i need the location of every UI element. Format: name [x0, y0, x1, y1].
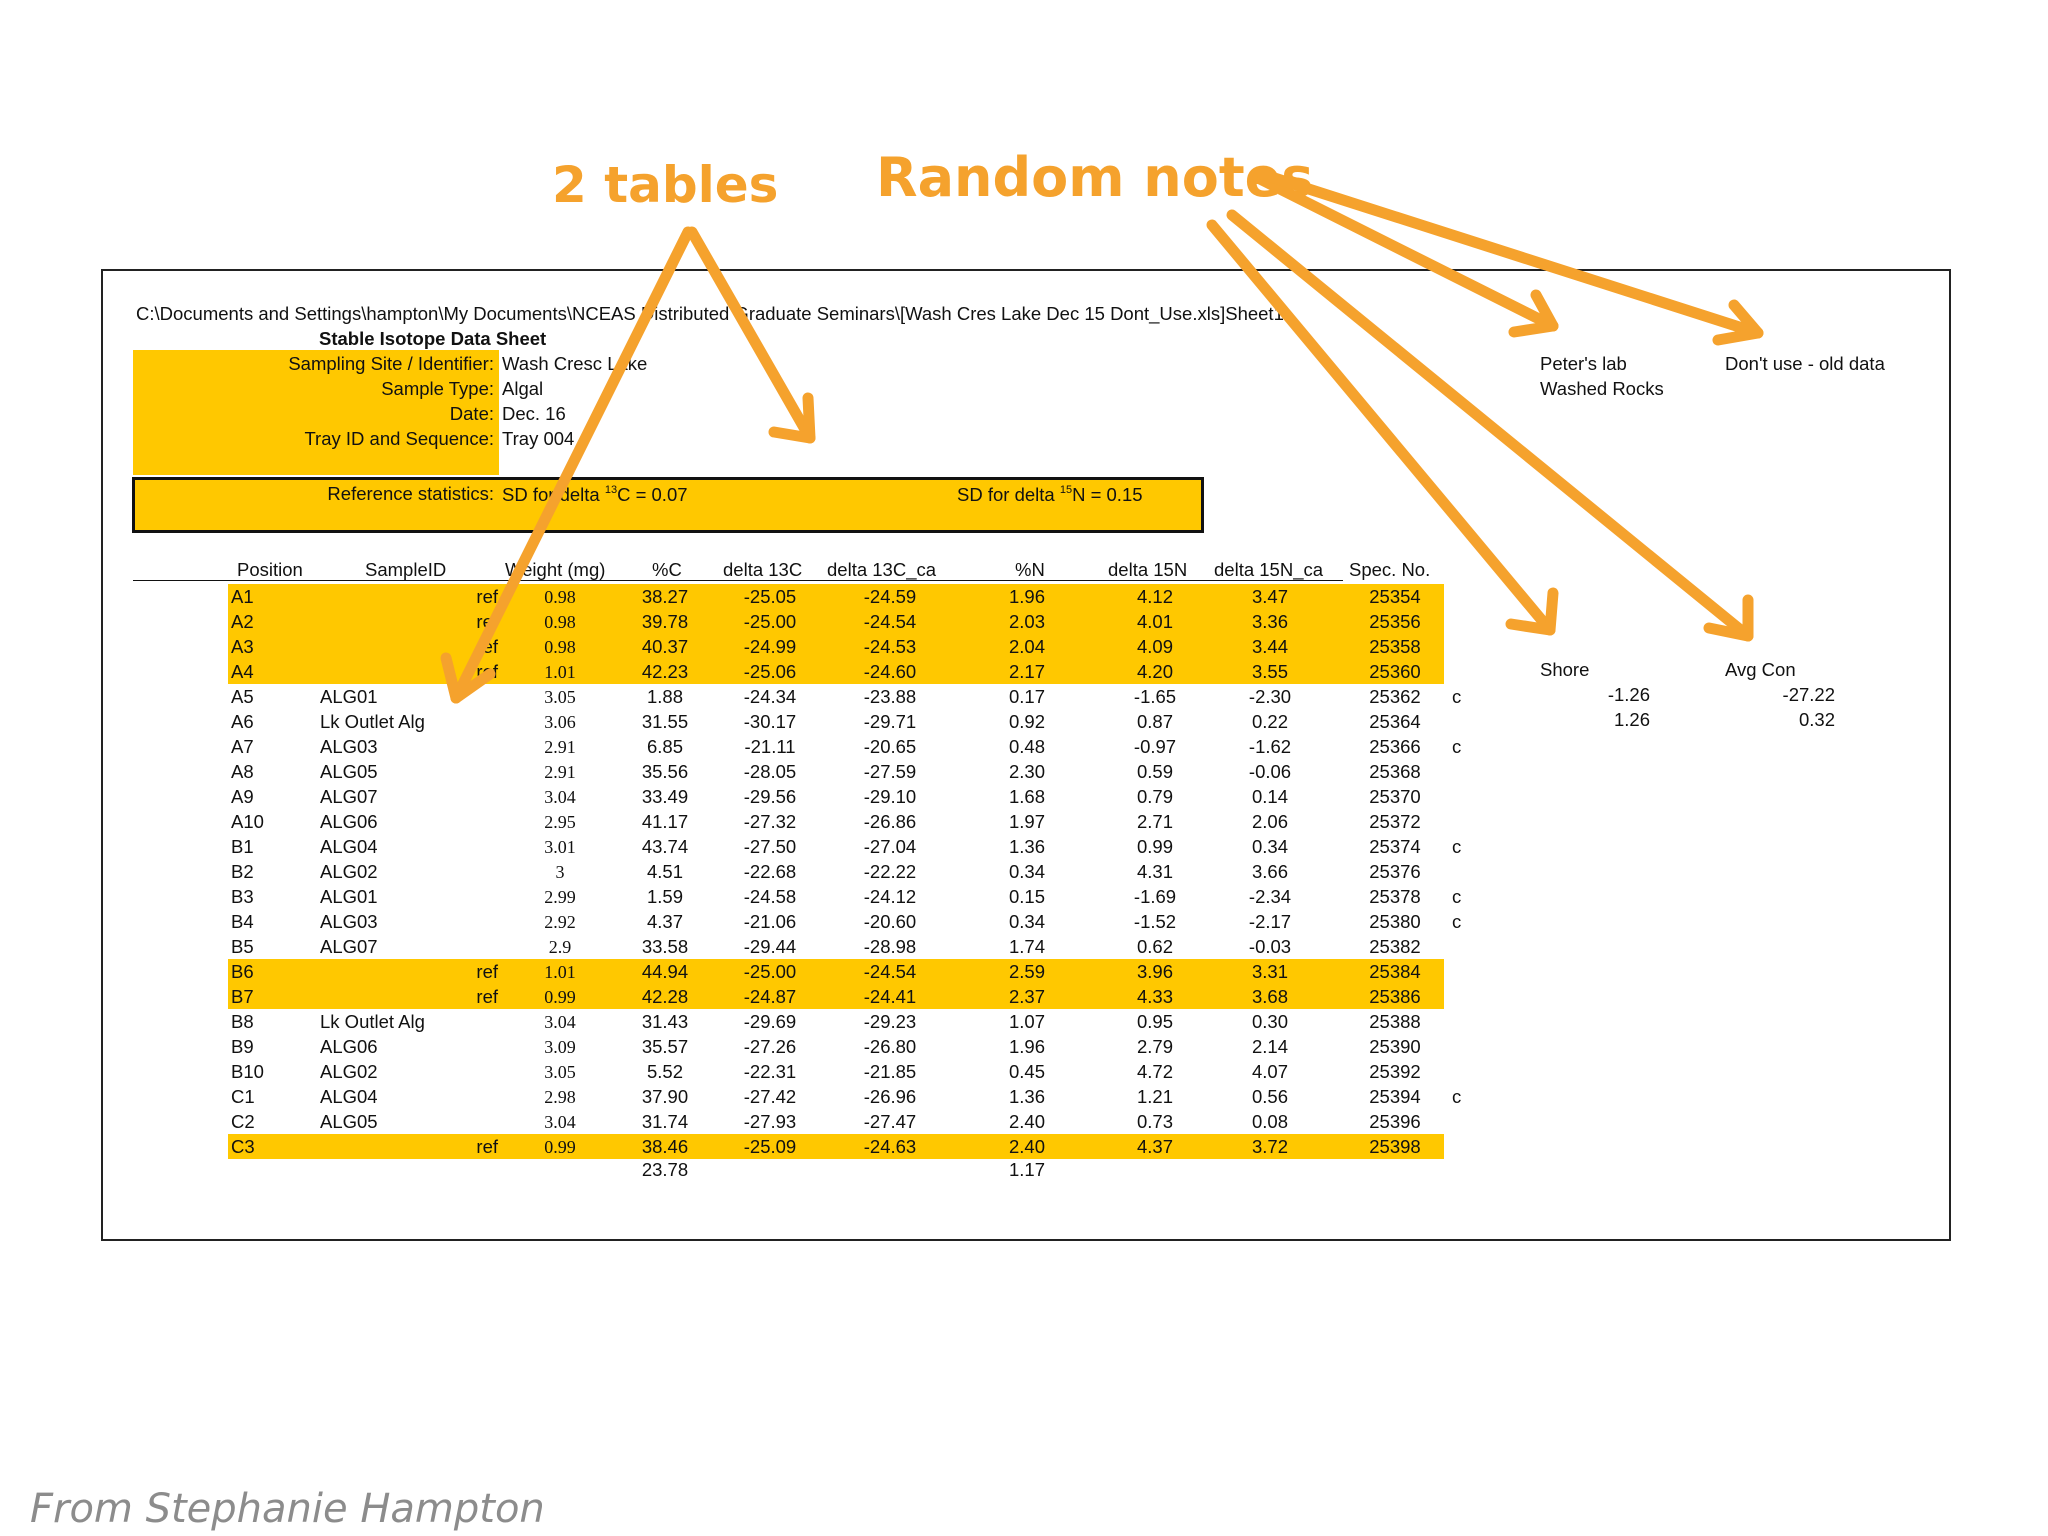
cell-pct-c: 35.56 [641, 761, 689, 782]
cell-position: A9 [231, 786, 254, 807]
cell-weight: 3.04 [544, 787, 576, 807]
cell-delta-15n: 2.71 [1136, 811, 1173, 832]
arrow-notes-to-dont-use [1262, 174, 1758, 340]
col-header-sampleid: SampleID [365, 559, 447, 580]
cell-delta-15n: 4.12 [1136, 586, 1173, 607]
cell-delta-13c-ca: -24.54 [863, 961, 917, 982]
cell-delta-13c-ca: -24.12 [863, 886, 917, 907]
cell-weight: 2.95 [544, 812, 576, 832]
cell-delta-15n: 0.79 [1136, 786, 1173, 807]
cell-sampleid: ALG04 [320, 836, 378, 857]
arrow-notes-to-avg-con [1232, 215, 1748, 636]
col-header-delta-15n-ca: delta 15N_ca [1214, 559, 1324, 580]
cell-delta-15n: 4.37 [1136, 1136, 1173, 1157]
cell-delta-13c: -24.99 [743, 636, 797, 657]
cell-delta-13c: -28.05 [743, 761, 797, 782]
cell-flag: c [1452, 686, 1462, 707]
cell-pct-c: 33.58 [641, 936, 689, 957]
cell-delta-13c: -24.58 [743, 886, 797, 907]
cell-delta-15n-ca: 3.47 [1251, 586, 1288, 607]
cell-delta-15n-ca: 3.31 [1251, 961, 1288, 982]
cell-weight: 0.99 [544, 987, 576, 1007]
cell-flag: c [1452, 886, 1462, 907]
sd-delta-15n: SD for delta $^{15}$N = 0.15 [957, 484, 1143, 505]
cell-delta-15n-ca: 3.68 [1251, 986, 1288, 1007]
cell-delta-13c-ca: -24.59 [863, 586, 917, 607]
note-avg-con-value-2: 0.32 [1798, 709, 1835, 730]
cell-pct-c: 31.74 [641, 1111, 689, 1132]
total-pct-n: 1.17 [1008, 1159, 1045, 1180]
col-header-spec-no: Spec. No. [1349, 559, 1431, 580]
cell-sampleid: ALG02 [320, 861, 378, 882]
cell-weight: 0.99 [544, 1137, 576, 1157]
cell-delta-15n-ca: 3.36 [1251, 611, 1288, 632]
cell-weight: 3.05 [544, 1062, 576, 1082]
cell-delta-13c-ca: -26.80 [863, 1036, 917, 1057]
meta-label-type: Sample Type: [381, 378, 494, 399]
note-avg-con-label: Avg Con [1725, 659, 1796, 680]
col-header-delta-13c-ca: delta 13C_ca [827, 559, 937, 580]
cell-delta-15n: 1.21 [1136, 1086, 1173, 1107]
cell-spec-no: 25364 [1369, 711, 1421, 732]
cell-delta-15n: -0.97 [1133, 736, 1177, 757]
cell-sampleid: ALG06 [320, 1036, 378, 1057]
cell-delta-15n-ca: 3.72 [1251, 1136, 1288, 1157]
cell-weight: 3.05 [544, 687, 576, 707]
cell-delta-15n: 3.96 [1136, 961, 1173, 982]
meta-value-site: Wash Cresc Lake [502, 353, 648, 374]
cell-delta-15n: 0.99 [1136, 836, 1173, 857]
cell-pct-c: 40.37 [641, 636, 689, 657]
cell-pct-n: 2.40 [1008, 1136, 1045, 1157]
cell-pct-c: 33.49 [641, 786, 689, 807]
cell-spec-no: 25388 [1369, 1011, 1421, 1032]
cell-delta-15n-ca: 0.30 [1251, 1011, 1288, 1032]
meta-label-tray: Tray ID and Sequence: [304, 428, 494, 449]
cell-pct-n: 1.96 [1008, 1036, 1045, 1057]
cell-spec-no: 25368 [1369, 761, 1421, 782]
cell-position: C2 [231, 1111, 255, 1132]
cell-spec-no: 25382 [1369, 936, 1421, 957]
cell-delta-15n-ca: 3.55 [1251, 661, 1288, 682]
cell-delta-13c-ca: -27.59 [863, 761, 917, 782]
cell-position: A5 [231, 686, 254, 707]
cell-position: C3 [231, 1136, 255, 1157]
cell-pct-n: 0.15 [1008, 886, 1045, 907]
cell-pct-n: 0.92 [1008, 711, 1045, 732]
cell-pct-c: 31.55 [641, 711, 689, 732]
meta-label-site: Sampling Site / Identifier: [288, 353, 494, 374]
cell-delta-15n-ca: -2.30 [1248, 686, 1292, 707]
cell-position: A4 [231, 661, 254, 682]
cell-delta-13c: -25.05 [743, 586, 797, 607]
cell-delta-13c: -25.06 [743, 661, 797, 682]
cell-delta-15n: 0.59 [1136, 761, 1173, 782]
meta-value-date: Dec. 16 [502, 403, 566, 424]
cell-pct-n: 2.03 [1008, 611, 1045, 632]
cell-weight: 3.04 [544, 1012, 576, 1032]
cell-weight: 2.91 [544, 737, 576, 757]
sd-delta-13c: SD for delta $^{13}$C = 0.07 [502, 484, 688, 505]
cell-position: B1 [231, 836, 254, 857]
note-washed-rocks: Washed Rocks [1540, 378, 1664, 399]
cell-weight: 2.91 [544, 762, 576, 782]
cell-pct-n: 0.34 [1008, 861, 1045, 882]
cell-position: B6 [231, 961, 254, 982]
cell-sampleid: ALG01 [320, 686, 378, 707]
cell-delta-13c-ca: -27.47 [863, 1111, 917, 1132]
cell-weight: 3.06 [544, 712, 576, 732]
cell-sampleid: ref [476, 661, 498, 682]
cell-flag: c [1452, 1086, 1462, 1107]
cell-weight: 1.01 [544, 662, 576, 682]
cell-weight: 2.92 [544, 912, 576, 932]
cell-pct-c: 31.43 [641, 1011, 689, 1032]
sheet-title: Stable Isotope Data Sheet [319, 328, 547, 349]
cell-delta-13c-ca: -26.96 [863, 1086, 917, 1107]
cell-position: B8 [231, 1011, 254, 1032]
cell-sampleid: ref [476, 1136, 498, 1157]
cell-delta-15n-ca: 3.66 [1251, 861, 1288, 882]
cell-delta-13c: -25.00 [743, 611, 797, 632]
cell-weight: 3.09 [544, 1037, 576, 1057]
cell-sampleid: ALG04 [320, 1086, 378, 1107]
cell-pct-c: 44.94 [641, 961, 689, 982]
cell-delta-15n-ca: 0.08 [1251, 1111, 1288, 1132]
note-avg-con-value-1: -27.22 [1782, 684, 1835, 705]
cell-delta-15n-ca: -1.62 [1248, 736, 1292, 757]
arrow-notes-to-shore [1212, 225, 1553, 630]
cell-spec-no: 25378 [1369, 886, 1421, 907]
cell-delta-13c-ca: -23.88 [863, 686, 917, 707]
note-dont-use: Don't use - old data [1725, 353, 1885, 374]
cell-position: A6 [231, 711, 254, 732]
cell-delta-15n: 4.01 [1136, 611, 1173, 632]
cell-delta-15n: -1.65 [1133, 686, 1177, 707]
cell-pct-c: 6.85 [646, 736, 683, 757]
cell-sampleid: ALG03 [320, 736, 378, 757]
note-peters-lab: Peter's lab [1540, 353, 1627, 374]
note-shore-value-2: 1.26 [1613, 709, 1650, 730]
cell-pct-c: 4.51 [646, 861, 683, 882]
cell-pct-c: 38.46 [641, 1136, 689, 1157]
cell-delta-13c-ca: -24.54 [863, 611, 917, 632]
cell-pct-c: 42.23 [641, 661, 689, 682]
cell-delta-13c-ca: -24.63 [863, 1136, 917, 1157]
cell-weight: 3 [555, 862, 565, 882]
cell-pct-c: 41.17 [641, 811, 689, 832]
cell-flag: c [1452, 836, 1462, 857]
cell-pct-n: 0.34 [1008, 911, 1045, 932]
callout-2-tables: 2 tables [552, 156, 779, 214]
cell-position: A2 [231, 611, 254, 632]
cell-position: B2 [231, 861, 254, 882]
cell-sampleid: Lk Outlet Alg [320, 711, 425, 732]
cell-spec-no: 25380 [1369, 911, 1421, 932]
cell-pct-c: 39.78 [641, 611, 689, 632]
cell-pct-n: 2.40 [1008, 1111, 1045, 1132]
cell-pct-n: 1.36 [1008, 836, 1045, 857]
cell-delta-15n: 4.72 [1136, 1061, 1173, 1082]
meta-value-tray: Tray 004 [502, 428, 575, 449]
cell-delta-13c: -27.26 [743, 1036, 797, 1057]
cell-delta-13c-ca: -27.04 [863, 836, 917, 857]
meta-value-type: Algal [502, 378, 544, 399]
cell-delta-15n: 0.87 [1136, 711, 1173, 732]
cell-pct-c: 42.28 [641, 986, 689, 1007]
cell-weight: 3.04 [544, 1112, 576, 1132]
cell-delta-15n: 2.79 [1136, 1036, 1173, 1057]
cell-delta-13c: -27.32 [743, 811, 797, 832]
cell-position: A3 [231, 636, 254, 657]
cell-spec-no: 25362 [1369, 686, 1421, 707]
cell-sampleid: ALG07 [320, 786, 378, 807]
cell-weight: 0.98 [544, 612, 576, 632]
col-header-delta-15n: delta 15N [1108, 559, 1188, 580]
footer-credit: From Stephanie Hampton [30, 1486, 545, 1532]
cell-spec-no: 25398 [1369, 1136, 1421, 1157]
cell-delta-15n-ca: 0.22 [1251, 711, 1288, 732]
cell-delta-13c-ca: -22.22 [863, 861, 917, 882]
cell-sampleid: ALG02 [320, 1061, 378, 1082]
cell-delta-15n-ca: 3.44 [1251, 636, 1288, 657]
cell-delta-15n-ca: 2.14 [1251, 1036, 1288, 1057]
cell-weight: 0.98 [544, 637, 576, 657]
cell-position: B7 [231, 986, 254, 1007]
cell-delta-13c: -25.09 [743, 1136, 797, 1157]
note-shore-label: Shore [1540, 659, 1590, 680]
cell-position: A10 [231, 811, 264, 832]
cell-pct-n: 2.30 [1008, 761, 1045, 782]
cell-delta-15n: 0.95 [1136, 1011, 1173, 1032]
cell-sampleid: ALG03 [320, 911, 378, 932]
col-header-delta-13c: delta 13C [723, 559, 803, 580]
col-header-position: Position [237, 559, 303, 580]
cell-pct-n: 0.17 [1008, 686, 1045, 707]
col-header-weight: Weight (mg) [505, 559, 606, 580]
arrow-tables-to-data-table [446, 232, 688, 698]
cell-position: B3 [231, 886, 254, 907]
cell-delta-13c: -21.11 [744, 736, 796, 757]
cell-delta-13c: -22.68 [743, 861, 797, 882]
cell-sampleid: ALG05 [320, 761, 378, 782]
cell-delta-13c-ca: -29.23 [863, 1011, 917, 1032]
cell-position: A1 [231, 586, 254, 607]
col-header-pct-c: %C [652, 559, 682, 580]
cell-pct-c: 4.37 [646, 911, 683, 932]
cell-delta-15n-ca: 0.56 [1251, 1086, 1288, 1107]
cell-position: B10 [231, 1061, 264, 1082]
cell-sampleid: ALG05 [320, 1111, 378, 1132]
cell-pct-n: 0.45 [1008, 1061, 1045, 1082]
cell-delta-15n-ca: 0.14 [1251, 786, 1288, 807]
cell-pct-n: 1.74 [1008, 936, 1045, 957]
cell-delta-15n: 4.33 [1136, 986, 1173, 1007]
cell-sampleid: ALG01 [320, 886, 378, 907]
cell-delta-15n: -1.52 [1133, 911, 1177, 932]
cell-delta-13c-ca: -29.71 [863, 711, 917, 732]
callout-random-notes: Random notes [876, 146, 1314, 209]
cell-flag: c [1452, 736, 1462, 757]
cell-weight: 1.01 [544, 962, 576, 982]
cell-sampleid: ref [476, 961, 498, 982]
cell-pct-n: 2.04 [1008, 636, 1045, 657]
cell-weight: 0.98 [544, 587, 576, 607]
cell-spec-no: 25392 [1369, 1061, 1421, 1082]
cell-spec-no: 25356 [1369, 611, 1421, 632]
cell-delta-15n-ca: 2.06 [1251, 811, 1288, 832]
cell-spec-no: 25376 [1369, 861, 1421, 882]
cell-sampleid: ref [476, 636, 498, 657]
cell-spec-no: 25360 [1369, 661, 1421, 682]
cell-delta-13c: -25.00 [743, 961, 797, 982]
cell-pct-n: 0.48 [1008, 736, 1045, 757]
cell-pct-n: 1.07 [1008, 1011, 1045, 1032]
file-path: C:\Documents and Settings\hampton\My Documents\NCEAS Distributed Graduate Seminars\[Wash Cres Lake Dec 15 Dont_Use.xls]Sheet1 [136, 303, 1284, 324]
cell-weight: 2.98 [544, 1087, 576, 1107]
cell-delta-13c-ca: -24.41 [863, 986, 917, 1007]
cell-delta-13c: -22.31 [743, 1061, 797, 1082]
cell-pct-c: 1.88 [646, 686, 683, 707]
cell-delta-13c: -24.87 [743, 986, 797, 1007]
cell-delta-13c-ca: -24.53 [863, 636, 917, 657]
cell-spec-no: 25358 [1369, 636, 1421, 657]
cell-spec-no: 25396 [1369, 1111, 1421, 1132]
cell-sampleid: ALG06 [320, 811, 378, 832]
cell-delta-13c: -27.42 [743, 1086, 797, 1107]
cell-pct-c: 35.57 [641, 1036, 689, 1057]
meta-label-date: Date: [449, 403, 494, 424]
cell-spec-no: 25372 [1369, 811, 1421, 832]
cell-pct-c: 43.74 [641, 836, 689, 857]
cell-delta-15n: 4.20 [1136, 661, 1173, 682]
cell-delta-15n: 0.62 [1136, 936, 1173, 957]
cell-delta-13c: -29.44 [743, 936, 797, 957]
cell-weight: 2.99 [544, 887, 576, 907]
cell-pct-n: 1.97 [1008, 811, 1045, 832]
cell-delta-13c-ca: -21.85 [863, 1061, 917, 1082]
cell-weight: 2.9 [548, 937, 572, 957]
cell-delta-13c-ca: -26.86 [863, 811, 917, 832]
cell-position: C1 [231, 1086, 255, 1107]
cell-spec-no: 25394 [1369, 1086, 1421, 1107]
cell-pct-c: 5.52 [646, 1061, 683, 1082]
arrow-tables-to-ref-block [692, 232, 810, 438]
cell-delta-13c: -27.50 [743, 836, 797, 857]
cell-pct-n: 2.37 [1008, 986, 1045, 1007]
cell-delta-13c-ca: -28.98 [863, 936, 917, 957]
cell-delta-15n: 4.31 [1136, 861, 1173, 882]
cell-delta-15n: 0.73 [1136, 1111, 1173, 1132]
cell-spec-no: 25354 [1369, 586, 1421, 607]
cell-delta-13c: -27.93 [743, 1111, 797, 1132]
cell-delta-15n-ca: 4.07 [1251, 1061, 1288, 1082]
cell-pct-n: 1.36 [1008, 1086, 1045, 1107]
cell-delta-13c: -29.56 [743, 786, 797, 807]
cell-position: B9 [231, 1036, 254, 1057]
cell-delta-13c: -24.34 [743, 686, 797, 707]
total-pct-c: 23.78 [641, 1159, 689, 1180]
cell-sampleid: ref [476, 986, 498, 1007]
cell-position: B5 [231, 936, 254, 957]
cell-position: A7 [231, 736, 254, 757]
cell-sampleid: ALG07 [320, 936, 378, 957]
cell-delta-15n-ca: -0.06 [1248, 761, 1292, 782]
cell-position: B4 [231, 911, 254, 932]
cell-delta-13c: -29.69 [743, 1011, 797, 1032]
cell-pct-n: 2.17 [1008, 661, 1045, 682]
cell-delta-15n: -1.69 [1133, 886, 1177, 907]
cell-delta-13c-ca: -20.60 [863, 911, 917, 932]
cell-pct-c: 38.27 [641, 586, 689, 607]
cell-spec-no: 25374 [1369, 836, 1421, 857]
cell-delta-13c-ca: -29.10 [863, 786, 917, 807]
cell-spec-no: 25366 [1369, 736, 1421, 757]
cell-flag: c [1452, 911, 1462, 932]
cell-sampleid: Lk Outlet Alg [320, 1011, 425, 1032]
cell-delta-15n-ca: -2.17 [1248, 911, 1292, 932]
cell-pct-n: 2.59 [1008, 961, 1045, 982]
cell-delta-15n: 4.09 [1136, 636, 1173, 657]
cell-spec-no: 25386 [1369, 986, 1421, 1007]
cell-pct-c: 37.90 [641, 1086, 689, 1107]
cell-delta-13c: -21.06 [743, 911, 797, 932]
cell-delta-15n-ca: -0.03 [1248, 936, 1292, 957]
cell-delta-13c: -30.17 [743, 711, 797, 732]
note-shore-value-1: -1.26 [1607, 684, 1650, 705]
cell-sampleid: ref [476, 586, 498, 607]
cell-delta-13c-ca: -24.60 [863, 661, 917, 682]
cell-position: A8 [231, 761, 254, 782]
col-header-pct-n: %N [1015, 559, 1045, 580]
cell-delta-15n-ca: -2.34 [1248, 886, 1292, 907]
cell-spec-no: 25384 [1369, 961, 1421, 982]
cell-pct-n: 1.96 [1008, 586, 1045, 607]
ref-stats-label: Reference statistics: [327, 483, 494, 504]
cell-delta-15n-ca: 0.34 [1251, 836, 1288, 857]
cell-spec-no: 25370 [1369, 786, 1421, 807]
cell-delta-13c-ca: -20.65 [863, 736, 917, 757]
cell-weight: 3.01 [544, 837, 576, 857]
cell-sampleid: ref [476, 611, 498, 632]
cell-pct-n: 1.68 [1008, 786, 1045, 807]
cell-spec-no: 25390 [1369, 1036, 1421, 1057]
cell-pct-c: 1.59 [646, 886, 683, 907]
